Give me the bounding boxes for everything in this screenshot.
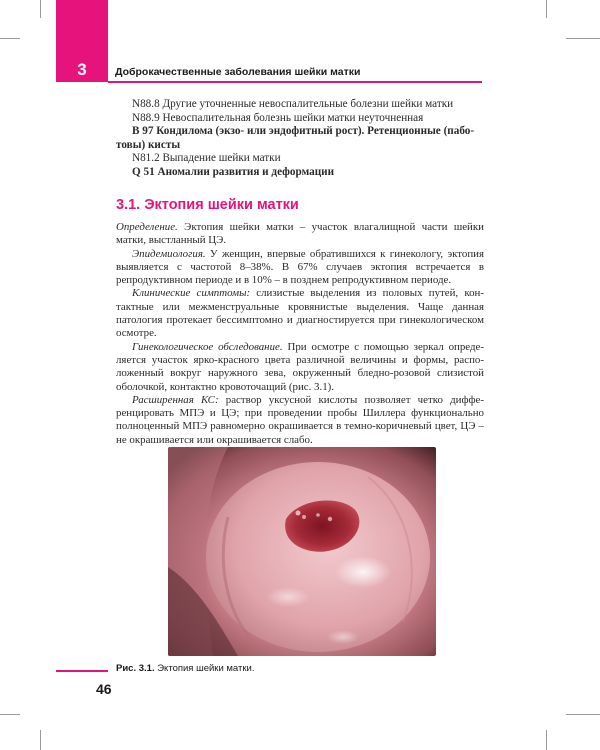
- figure-label: Рис. 3.1.: [116, 663, 155, 674]
- body-text: [116, 221, 484, 447]
- crop-mark: [0, 714, 20, 715]
- figure-caption-text: Эктопия шейки матки.: [154, 663, 255, 674]
- paragraph-text: раствор уксусной кислоты позволяет четко дифференцировать МПЭ и ЦЭ; при проведении пробы Шиллера функционально полноценный МПЭ равномерно окрашивается в темно-коричневый цвет, ЦЭ – не окрашивается или окрашивается слабо.: [116, 393, 484, 446]
- paragraph-text: У женщин, впервые обратившихся к гинекологу, эктопия выявляется с частотой 8–38%. В 67% случаев эктопия встречается в репродуктивном периоде и в 10% – в позднем репродуктивном периоде.: [116, 247, 484, 287]
- paragraph-text: слизистые выделения из половых путей, контактные или межменструальные кровянистые выделения. Чаще данная патология протекает бессимптомно и диагностируется при гинекологическом осмотре.: [116, 287, 484, 340]
- chapter-tab: [56, 0, 108, 82]
- code-line: N81.2 Выпадение шейки матки: [132, 152, 281, 165]
- paragraph: [116, 394, 484, 447]
- code-line: В 97 Кондилома (экзо- или эндофитный рост). Ретенционные (пабо-: [132, 125, 475, 138]
- page-number: 46: [96, 681, 112, 697]
- chapter-number: 3: [77, 60, 87, 79]
- paragraph: [116, 341, 484, 394]
- crop-mark: [546, 730, 547, 750]
- paragraph-lead: Расширенная КС:: [132, 393, 219, 406]
- paragraph-lead: Гинекологическое обследование.: [132, 340, 283, 353]
- code-list: [116, 98, 486, 180]
- crop-mark: [566, 714, 600, 715]
- header-rule: [108, 81, 482, 83]
- crop-mark: [0, 38, 20, 39]
- paragraph-lead: Эпидемиология.: [132, 247, 206, 260]
- paragraph: [116, 221, 484, 248]
- code-line: N88.8 Другие уточненные невоспалительные болезни шейки матки: [132, 98, 454, 110]
- figure-photo: [168, 447, 436, 656]
- paragraph-text: Эктопия шейки матки – участок влагалищной части шейки матки, выстланный ЦЭ.: [116, 221, 484, 247]
- figure-caption: [116, 663, 254, 674]
- paragraph: [116, 248, 484, 288]
- code-line: Q 51 Аномалии развития и деформации: [132, 165, 335, 178]
- running-title: Доброкачественные заболевания шейки матки: [115, 66, 361, 78]
- paragraph-text: При осмотре с помощью зеркал определяется участок ярко-красного цвета различной величины и формы, расположенный вокруг наружного зева, окруженный бледно-розовой слизистой оболочкой, контактно кровоточащий (рис. 3.1).: [116, 340, 484, 393]
- code-line: N88.9 Невоспалительная болезнь шейки матки неуточненная: [132, 111, 424, 124]
- paragraph: [116, 287, 484, 340]
- section-heading: 3.1. Эктопия шейки матки: [116, 197, 299, 213]
- crop-mark: [40, 0, 41, 18]
- crop-mark: [40, 730, 41, 750]
- crop-mark: [566, 38, 600, 39]
- caption-rule: [56, 670, 108, 672]
- crop-mark: [546, 0, 547, 18]
- paragraph-lead: Определение.: [116, 221, 178, 233]
- code-line: товы) кисты: [116, 138, 181, 151]
- paragraph-lead: Клинические симптомы:: [132, 287, 251, 300]
